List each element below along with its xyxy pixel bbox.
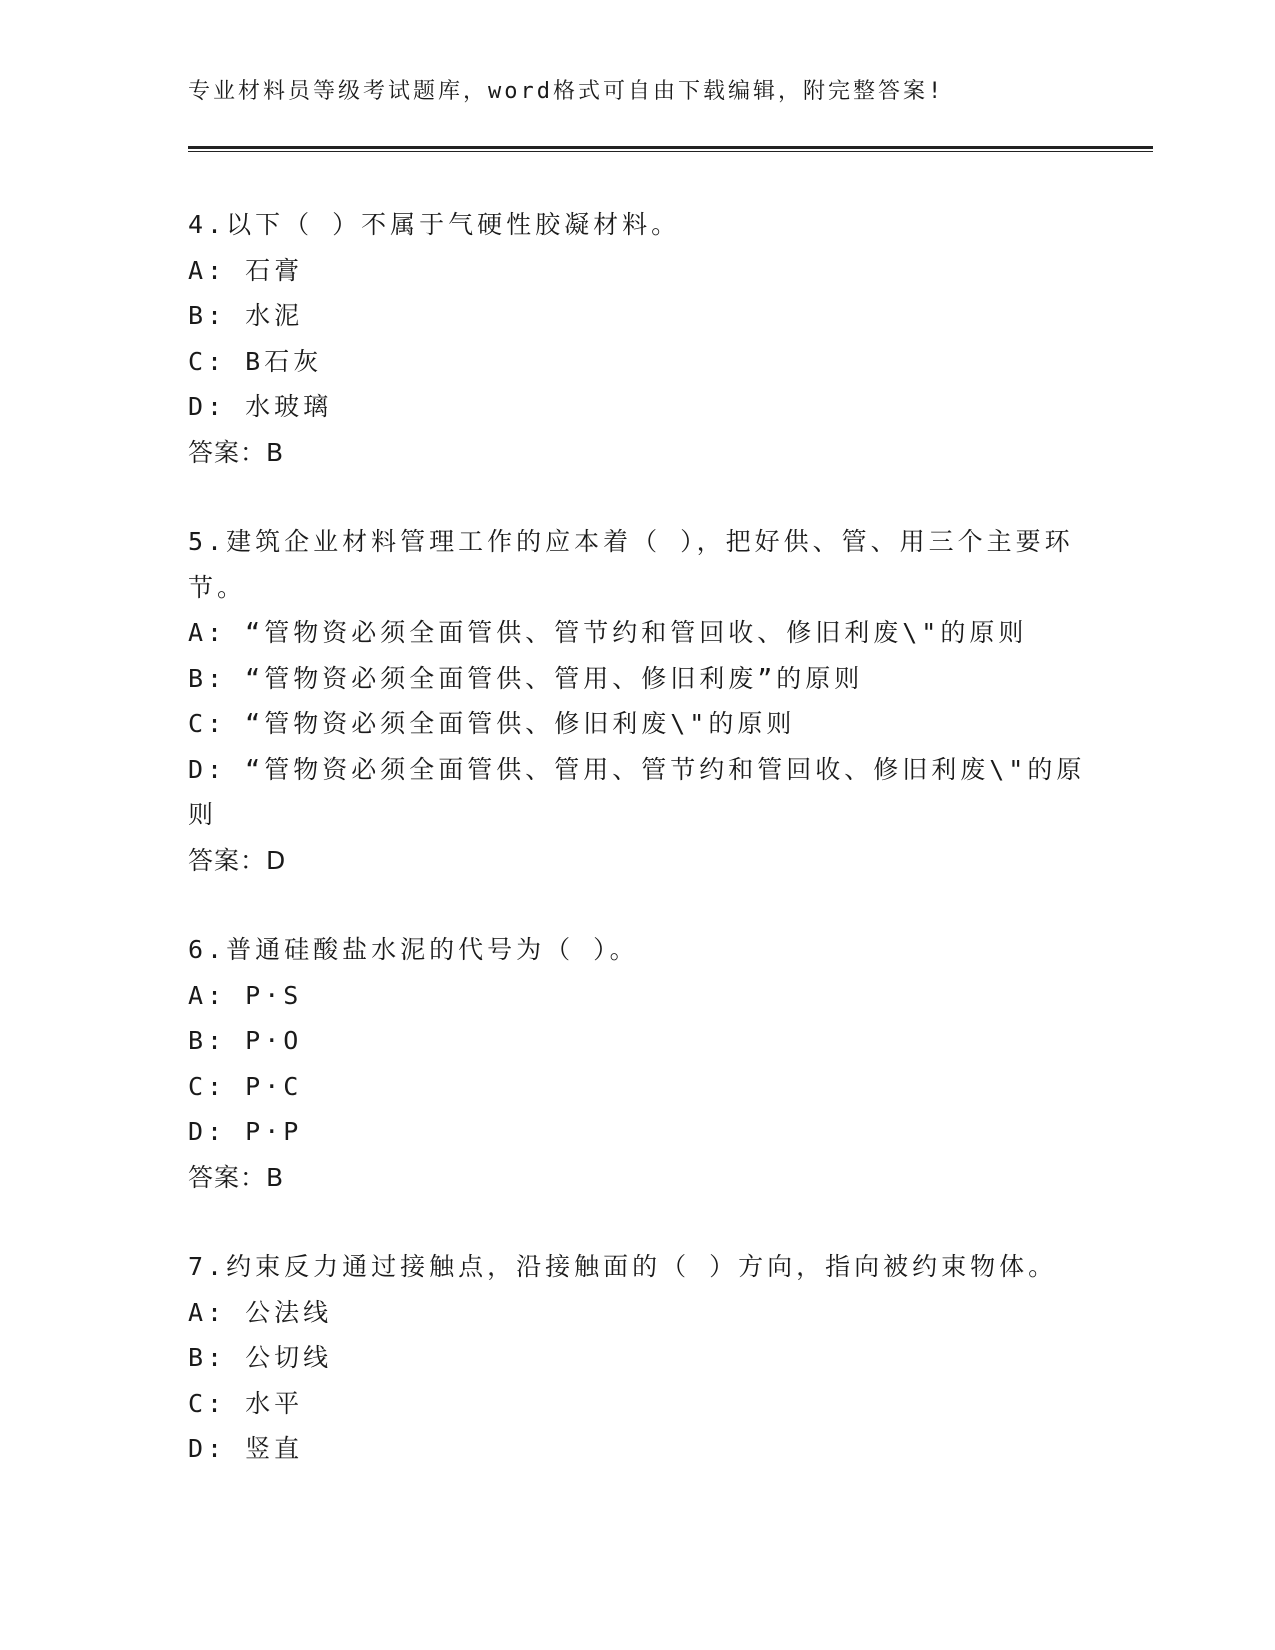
answer-line: 答案：D <box>188 845 287 875</box>
question-5 <box>188 519 1088 883</box>
option-text: 石膏 <box>226 255 304 285</box>
option-text: 水泥 <box>226 301 304 330</box>
option-label: A: <box>188 980 227 1010</box>
option-b <box>188 1335 1088 1381</box>
question-stem: 7.约束反力通过接触点，沿接触面的（ ）方向，指向被约束物体。 <box>188 1252 1058 1281</box>
option-label: C: <box>188 709 227 738</box>
option-label: B: <box>188 663 227 693</box>
option-label: B: <box>188 301 227 330</box>
option-label: D: <box>188 392 227 421</box>
option-text: “管物资必须全面管供、修旧利废\"的原则 <box>226 709 796 738</box>
option-text: “管物资必须全面管供、管节约和管回收、修旧利废\"的原则 <box>226 618 1028 647</box>
option-text: 水玻璃 <box>226 392 333 421</box>
option-c <box>188 339 1088 385</box>
question-stem: 4.以下（ ）不属于气硬性胶凝材料。 <box>188 210 681 239</box>
question-7 <box>188 1244 1088 1472</box>
option-text: P·O <box>226 1026 303 1055</box>
option-c <box>188 1381 1088 1427</box>
option-text: B石灰 <box>226 346 323 376</box>
option-c <box>188 1064 1088 1110</box>
option-text: 竖直 <box>226 1434 304 1463</box>
option-label: B: <box>188 1026 227 1055</box>
option-c <box>188 701 1088 747</box>
answer-line: 答案：B <box>188 1162 285 1192</box>
option-a <box>188 973 1088 1019</box>
option-text: 水平 <box>226 1388 304 1418</box>
option-label: A: <box>188 255 227 285</box>
option-label: D: <box>188 1434 227 1463</box>
option-label: C: <box>188 1071 227 1101</box>
header-rule <box>188 146 1153 152</box>
question-stem: 5.建筑企业材料管理工作的应本着（ ），把好供、管、用三个主要环节。 <box>188 527 1074 602</box>
question-6 <box>188 927 1088 1200</box>
option-b <box>188 293 1088 339</box>
question-stem: 6.普通硅酸盐水泥的代号为（ ）。 <box>188 935 639 964</box>
option-label: A: <box>188 1297 227 1327</box>
option-label: C: <box>188 346 227 376</box>
option-d <box>188 747 1088 838</box>
option-label: B: <box>188 1343 227 1372</box>
option-a <box>188 610 1088 656</box>
question-list <box>188 202 1088 1516</box>
option-a <box>188 248 1088 294</box>
option-d <box>188 1426 1088 1472</box>
option-label: C: <box>188 1388 227 1418</box>
option-d <box>188 1109 1088 1155</box>
option-text: “管物资必须全面管供、管用、管节约和管回收、修旧利废\"的原则 <box>188 754 1086 829</box>
option-b <box>188 1018 1088 1064</box>
option-text: P·S <box>226 980 303 1010</box>
option-b <box>188 656 1088 702</box>
answer-line: 答案：B <box>188 437 285 467</box>
option-text: 公法线 <box>226 1297 333 1327</box>
option-label: D: <box>188 1117 227 1146</box>
option-a <box>188 1290 1088 1336</box>
option-text: “管物资必须全面管供、管用、修旧利废”的原则 <box>226 663 864 693</box>
option-text: P·P <box>226 1117 303 1146</box>
option-text: P·C <box>226 1071 303 1101</box>
option-label: A: <box>188 618 227 647</box>
question-4 <box>188 202 1088 475</box>
page-header: 专业材料员等级考试题库，word格式可自由下载编辑，附完整答案! <box>188 79 945 104</box>
option-label: D: <box>188 754 227 784</box>
option-d <box>188 384 1088 430</box>
option-text: 公切线 <box>226 1343 333 1372</box>
